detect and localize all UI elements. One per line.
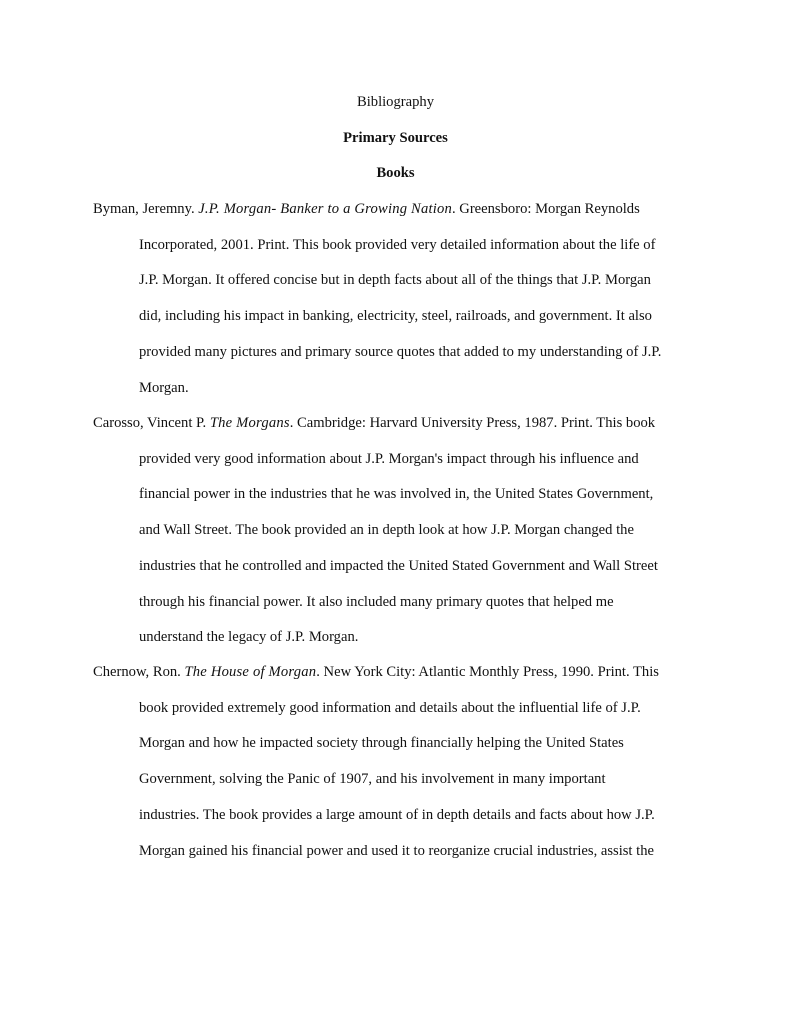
entry-author: Chernow, Ron. [93,664,181,680]
entry-line: financial power in the industries that he was involved in, the United States Government, [139,486,654,503]
page-title: Bibliography [356,94,435,110]
entry-line: provided many pictures and primary source quotes that added to my understanding of J.P. [139,343,662,360]
entry-line: understand the legacy of J.P. Morgan. [139,629,359,646]
entry-line: J.P. Morgan. It offered concise but in depth facts about all of the things that J.P. Morgan [139,272,651,289]
entry-first-line [93,413,655,433]
entry-line: industries that he controlled and impacted the United Stated Government and Wall Street [139,557,658,574]
entry-author: Byman, Jeremny. [93,201,195,217]
entry-author: Carosso, Vincent P. [93,415,207,431]
entry-line: Morgan and how he impacted society through financially helping the United States [139,735,624,752]
subsection-heading: Books [376,165,415,181]
entry-citation: . Cambridge: Harvard University Press, 1987. Print. This book [289,415,656,431]
entry-line: provided very good information about J.P. Morgan's impact through his influence and [139,450,639,467]
entry-citation: . Greensboro: Morgan Reynolds [451,201,640,217]
section-heading: Primary Sources [343,130,448,146]
entry-citation: . New York City: Atlantic Monthly Press, 1990. Print. This [316,664,659,680]
entry-line: Incorporated, 2001. Print. This book provided very detailed information about the life of [139,236,656,253]
entry-line: Government, solving the Panic of 1907, and his involvement in many important [139,771,606,788]
entry-line: book provided extremely good information and details about the influential life of J.P. [139,699,641,716]
entry-line: did, including his impact in banking, electricity, steel, railroads, and government. It also [139,308,652,325]
entry-work-title: J.P. Morgan- Banker to a Growing Nation [198,201,452,217]
entry-line: and Wall Street. The book provided an in depth look at how J.P. Morgan changed the [139,522,634,539]
entry-line: Morgan. [139,379,189,396]
entry-first-line [93,662,659,682]
entry-work-title: The House of Morgan [184,664,317,680]
entry-line: through his financial power. It also included many primary quotes that helped me [139,593,614,610]
entry-line: industries. The book provides a large amount of in depth details and facts about how J.P. [139,806,655,823]
entry-first-line [93,199,640,219]
entry-work-title: The Morgans [209,415,290,431]
entry-line: Morgan gained his financial power and used it to reorganize crucial industries, assist the [139,842,654,859]
